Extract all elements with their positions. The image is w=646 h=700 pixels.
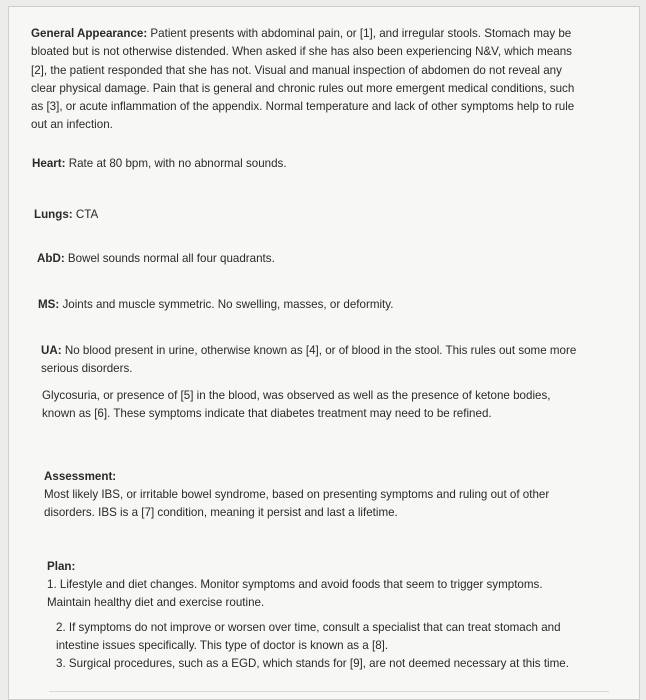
general-appearance-label: General Appearance: [31,27,148,40]
ua-label: UA: [41,344,62,357]
heart-paragraph [32,155,580,173]
abd-label: AbD: [37,252,65,265]
general-appearance-paragraph [31,25,579,135]
ua-text: No blood present in urine, otherwise known as [4], or of blood in the stool. This rules out some more serious disorders. [41,344,577,376]
heart-text: Rate at 80 bpm, with no abnormal sounds. [65,157,287,170]
plan-item-2: 2. If symptoms do not improve or worsen over time, consult a specialist that can treat stomach and intestine issues specifically. This type of doctor is known as a [8]. [56,621,561,653]
general-appearance-text: Patient presents with abdominal pain, or [1], and irregular stools. Stomach may be bloated but is not otherwise distended. When asked if she has also been experiencing N&V, which means [2], the patient responded that she has not. Visual and manual inspection of abdomen do not reveal any clear physical damage. Pain that is general and chronic rules out more emergent medical conditions, such as [3], or acute inflammation of the appendix. Normal temperature and lack of other symptoms help to rule out an infection. [31,27,575,132]
bottom-divider [49,691,609,692]
heart-label: Heart: [32,157,66,170]
ms-text: Joints and muscle symmetric. No swelling, masses, or deformity. [59,298,394,311]
abd-paragraph [37,250,585,268]
lungs-paragraph [34,206,582,224]
document-page [8,6,640,700]
glycosuria-paragraph: Glycosuria, or presence of [5] in the blood, was observed as well as the presence of ketone bodies, known as [6]. These symptoms indicate that diabetes treatment may need to be refined. [42,389,551,421]
lungs-label: Lungs: [34,208,73,221]
plan-item-1: 1. Lifestyle and diet changes. Monitor symptoms and avoid foods that seem to trigger symptoms. Maintain healthy diet and exercise routine. [47,578,543,610]
assessment-label: Assessment: [44,470,117,483]
lungs-text: CTA [72,208,99,221]
plan-label: Plan: [47,560,76,573]
plan-item-3: 3. Surgical procedures, such as a EGD, which stands for [9], are not deemed necessary at this time. [56,657,569,670]
ms-label: MS: [38,298,60,311]
assessment-text: Most likely IBS, or irritable bowel syndrome, based on presenting symptoms and ruling out of other disorders. IBS is a [7] condition, meaning it persist and last a lifetime. [44,488,550,520]
ua-paragraph [41,342,581,379]
abd-text: Bowel sounds normal all four quadrants. [64,252,275,265]
ms-paragraph [38,296,586,314]
